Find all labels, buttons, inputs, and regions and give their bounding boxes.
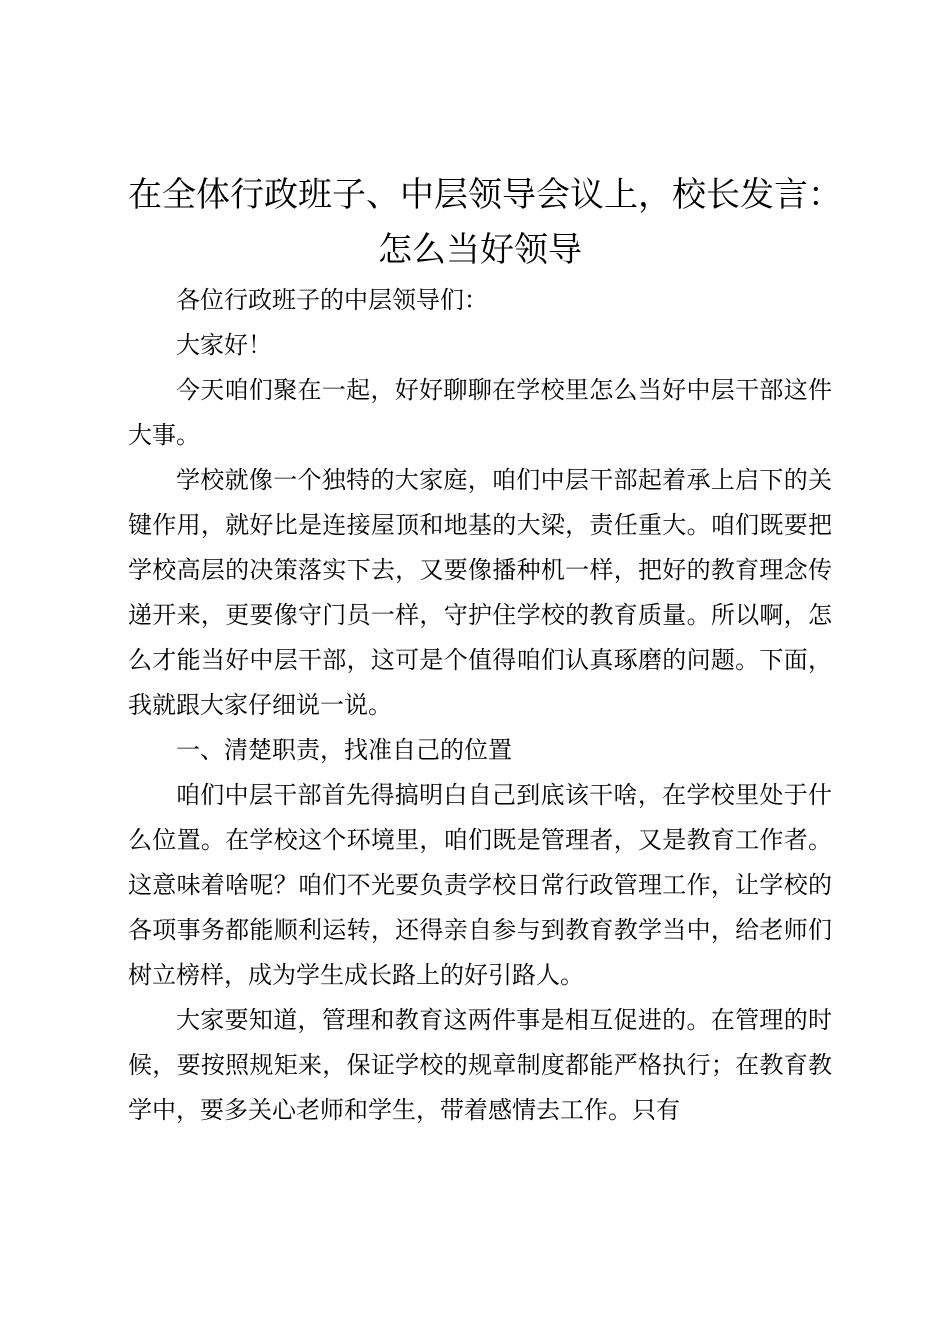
title-line-1: 在全体行政班子、中层领导会议上，校长发言： xyxy=(128,175,842,215)
salutation: 各位行政班子的中层领导们： xyxy=(176,286,488,314)
document-title xyxy=(128,168,842,278)
document-page xyxy=(128,168,842,1133)
paragraph-duties: 咱们中层干部首先得搞明白自己到底该干啥，在学校里处于什么位置。在学校这个环境里，咱们既是管理者，又是教育工作者。这意味着啥呢？咱们不光要负责学校日常行政管理工作，让学校的各项事务都能顺利运转，还得亲自参与到教育教学当中，给老师们树立榜样，成为学生成长路上的好引路人。 xyxy=(128,781,832,989)
paragraph-role: 学校就像一个独特的大家庭，咱们中层干部起着承上启下的关键作用，就好比是连接屋顶和地基的大梁，责任重大。咱们既要把学校高层的决策落实下去，又要像播种机一样，把好的教育理念传递开来，更要像守门员一样，守护住学校的教育质量。所以啊，怎么才能当好中层干部，这可是个值得咱们认真琢磨的问题。下面，我就跟大家仔细说一说。 xyxy=(128,466,832,719)
title-line-2: 怎么当好领导 xyxy=(378,230,582,270)
paragraph-intro: 今天咱们聚在一起，好好聊聊在学校里怎么当好中层干部这件大事。 xyxy=(128,376,832,449)
greeting: 大家好！ xyxy=(176,331,272,359)
section-heading-1: 一、清楚职责，找准自己的位置 xyxy=(176,736,512,764)
document-body xyxy=(128,278,832,1133)
paragraph-management: 大家要知道，管理和教育这两件事是相互促进的。在管理的时候，要按照规矩来，保证学校的规章制度都能严格执行；在教育教学中，要多关心老师和学生，带着感情去工作。只有 xyxy=(128,1006,832,1124)
